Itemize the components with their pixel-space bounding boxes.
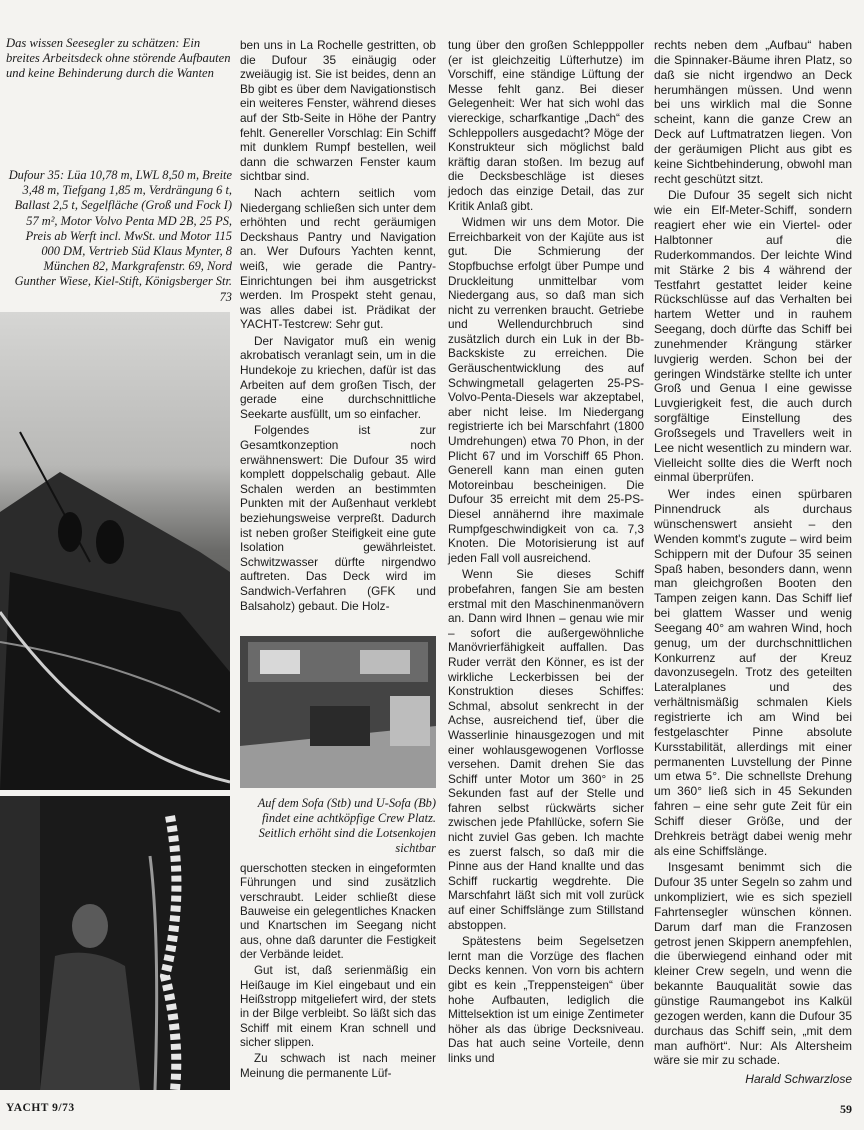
article-column-2 xyxy=(240,38,436,615)
article-column-2-continued xyxy=(240,862,436,1083)
paragraph: Gut ist, daß serienmäßig ein Heißauge im Kiel eingebaut und ein Heißstropp mitgeliefert wird, der stets in der Bilge verbleibt. So läßt sich das Schiff mit einem Kran schnell und sicher slippen. xyxy=(240,964,436,1050)
paragraph: ben uns in La Rochelle gestritten, ob die Dufour 35 einäugig oder zweiäugig ist. Sie ist beides, denn an Bb gibt es über dem Navigationstisch ein weiteres Fenster, während dieses auf der Stb-Seite in Höhe der Pantry fehlt. Genereller Vorschlag: Ein Schiff mit dunklem Rumpf bestellen, weil dann die schwarzen Fenster kaum sichtbar sind. xyxy=(240,38,436,184)
paragraph: querschotten stecken in eingeformten Führungen und sind zusätzlich verschraubt. Leider schließt diese Bauweise ein gelegentliches Knacken und Knartschen im Seegang nicht aus, ohne daß darunter die Festigkeit der Verbände leidet. xyxy=(240,862,436,962)
crew-photo xyxy=(0,796,230,1090)
paragraph: Insgesamt benimmt sich die Dufour 35 unter Segeln so zahm und unkompliziert, wie es sich speziell Fahrtensegler wünschen können. Darum darf man die Franzosen getrost jenen Skippern anempfehlen, die überwiegend einhand oder mit kleiner Crew segeln, und wenn die bekannte Bauqualität sowie das günstige Raumangebot ins Kalkül gezogen werden, kann die Dufour 35 durchaus das Schiff sein, „mit dem man aufhört“. Nur: Als Altersheim wäre sie mir zu schade. xyxy=(654,860,852,1068)
paragraph: Wer indes einen spürbaren Pinnendruck als durchaus wünschenswert ansieht – den Wenden kommt's zugute – wird beim Schippern mit der Dufour 35 seinen Spaß haben, besonders dann, wenn man gleichgroßen Booten den Tampen zeigen kann. Das Schiff lief bei glattem Wasser und wenig Seegang 40° am wahren Wind, hoch genug, um der durchschnittlichen Konkurrenz auf der Kreuz davonzusegeln. Trotz des geteilten Lateralplanes und des verhältnismäßig schmalen Kiels registrierte ich am Wind bei festgelaschter Pinne absolute Kursstabilität, allerdings mit einer permanenten Luvstellung der Pinne um etwa 5°. Die schnellste Drehung um 360° ließ sich in 45 Sekunden fahren – eine sehr gute Zeit für ein Schiff dieser Größe, und der Drehkreis beträgt dabei wenig mehr als eine Schiffslänge. xyxy=(654,487,852,858)
paragraph: Spätestens beim Segelsetzen lernt man die Vorzüge des flachen Decks kennen. Von vorn bis achtern gibt es kein „Treppensteigen“ über hohe Aufbauten, lediglich die Mittelsektion ist um einige Zentimeter höher als das übrige Decksniveau. Das hat auch seine Vorteile, denn links und xyxy=(448,934,644,1065)
paragraph: Die Dufour 35 segelt sich nicht wie ein Elf-Meter-Schiff, sondern reagiert eher wie ein Viertel- oder Halbtonner auf die Ruderkommandos. Der leichte Wind mit Stärke 2 bis 4 während der Testfahrt gestattet leider keine Rückschlüsse auf das Verhalten bei hartem Wetter und in rauhem Seegang, doch dürfte das Schiff bei zunehmender Krängung stärker luvgierig werden. Schon bei der geringen Windstärke stellte ich unter Groß und Genua I eine gewisse Luvgierigkeit fest, die auch durch sorgfältige Einstellung des Großsegels und Travellers weit in Lee nicht wesentlich zu mindern war. Vielleicht sollte dies die Werft noch einmal überprüfen. xyxy=(654,188,852,485)
sailing-photo xyxy=(0,312,230,790)
page-number: 59 xyxy=(840,1102,852,1116)
cabin-photo xyxy=(240,636,436,788)
cabin-photo-caption: Auf dem Sofa (Stb) und U-Sofa (Bb) findet eine achtköpfige Crew Platz. Seitlich erhöht sind die Lotsenkojen sichtbar xyxy=(257,796,436,855)
article-column-4 xyxy=(654,38,852,1087)
article-column-3 xyxy=(448,38,644,1068)
paragraph: Widmen wir uns dem Motor. Die Erreichbarkeit von der Kajüte aus ist gut. Die Schmierung der Stopfbuchse erfolgt über Pumpe und Druckleitung unmittelbar vom Niedergang aus, so daß man sich nicht zu verrenken braucht. Getriebe und Wellendurchbruch sind zusätzlich durch ein Luk in der Bb-Backskiste zu erreichen. Die Geräuschentwicklung des auf Schwingmetall gelagerten 25-PS-Volvo-Penta-Diesels war akzeptabel, aber nicht leise. Im Niedergang registrierte ich bei Marschfahrt (1800 Umdrehungen) etwa 70 Phon, in der Plicht 67 und im Vorschiff 65 Phon. Generell kann man einen guten Motoreinbau bescheinigen. Die Dufour 35 erreicht mit dem 25-PS-Diesel annähernd ihre maximale Rumpfgeschwindigkeit von ca. 7,3 Knoten. Die Motorisierung ist auf jeden Fall voll ausreichend. xyxy=(448,215,644,565)
paragraph: Zu schwach ist nach meiner Meinung die permanente Lüf- xyxy=(240,1052,436,1080)
paragraph: tung über den großen Schlepppoller (er ist gleichzeitig Lüfterhutze) im Vorschiff, eine ständige Lüftung der Messe fehlt ganz. Bei dieser Gelegenheit: Wer hat sich wohl das viereckige, scharfkantige „Dach“ des Schleppollers ausgedacht? Möge der Konstrukteur sich möglichst bald kräftig daran stoßen. Im bezug auf die Decksbeschläge ist dieses jedoch das einzige Detail, das zur Kritik Anlaß gibt. xyxy=(448,38,644,213)
author-signature: Harald Schwarzlose xyxy=(745,1072,852,1087)
boat-specifications: Dufour 35: Lüa 10,78 m, LWL 8,50 m, Breite 3,48 m, Tiefgang 1,85 m, Verdrängung 6 t, Ballast 2,5 t, Segelfläche (Groß und Fock I) 57 m², Motor Volvo Penta MD 2B, 25 PS, Preis ab Werft incl. MwSt. und Motor 115 000 DM, Vertrieb Süd Klaus Mynter, 8 München 82, Markgrafenstr. 69, Nord Gunther Wiese, Kiel-Stift, Königsberger Str. 73 xyxy=(8,168,232,304)
magazine-issue: YACHT 9/73 xyxy=(6,1102,75,1114)
paragraph: Der Navigator muß ein wenig akrobatisch veranlagt sein, um in die Hundekoje zu kriechen, dafür ist das Arbeiten auf dem großen Tisch, der gerade eine durchschnittliche Seekarte ausfüllt, um so einfacher. xyxy=(240,333,436,421)
paragraph: rechts neben dem „Aufbau“ haben die Spinnaker-Bäume ihren Platz, so daß sie nicht irgendwo an Deck herumhängen müssen. Und wenn bei uns wirklich mal die Sonne scheint, kann die ganze Crew an Deck auf Luftmatratzen liegen. Von der geräumigen Plicht aus gibt es keine Sichtbehinderung, obwohl man recht geschützt sitzt. xyxy=(654,38,852,186)
paragraph: Wenn Sie dieses Schiff probefahren, fangen Sie am besten erstmal mit den Maschinenmanövern an. Dann wird Ihnen – genau wie mir – sofort die außergewöhnliche Manövrierfähigkeit auffallen. Das Ruder verrät den Könner, es ist der wirkliche Leckerbissen bei der Konstruktion dieses Schiffes: Schmal, absolut senkrecht in der Achse, ausreichend tief, über die Wasserlinie hinausgezogen und mit einer wohlausgewogenen Vorflosse versehen. Damit drehen Sie das Schiff unter Motor um 360° in 25 Sekunden fast auf der Stelle und fahren selbst rückwärts sicher zwischen jede Pfahllücke, sofern Sie nicht zuviel Gas geben. Ich machte es zuerst falsch, so daß mir die Pinne aus der Hand knallte und das Schiff ruckartig wegdrehte. Die Marschfahrt läßt sich mit voll zurück auf einer Schiffslänge zum Stillstand abstoppen. xyxy=(448,567,644,932)
paragraph: Nach achtern seitlich vom Niedergang schließen sich unter dem erhöhten und recht geräumigen Deckshaus Pantry und Navigation an. Wer Dufours Yachten kennt, weiß, wie gerade die Pantry-Einrichtungen bei ihm ausgetrickst werden. Im Prospekt steht genau, was alles dabei ist. Prädikat der YACHT-Testcrew: Sehr gut. xyxy=(240,185,436,332)
paragraph: Folgendes ist zur Gesamtkonzeption noch erwähnenswert: Die Dufour 35 wird komplett doppelschalig gebaut. Alle Schalen werden an bestimmten Punkten mit der Außenhaut verklebt beziehungsweise verpreßt. Dadurch ist neben großer Steifigkeit eine gute Isolation gewährleistet. Schwitzwasser dürfte nirgendwo auftreten. Das Deck wird im Sandwich-Verfahren (GFK und Balsaholz) gebaut. Die Holz- xyxy=(240,423,436,613)
photo-caption-top: Das wissen Seesegler zu schätzen: Ein breites Arbeitsdeck ohne störende Aufbauten und keine Behinderung durch die Wanten xyxy=(6,36,231,81)
